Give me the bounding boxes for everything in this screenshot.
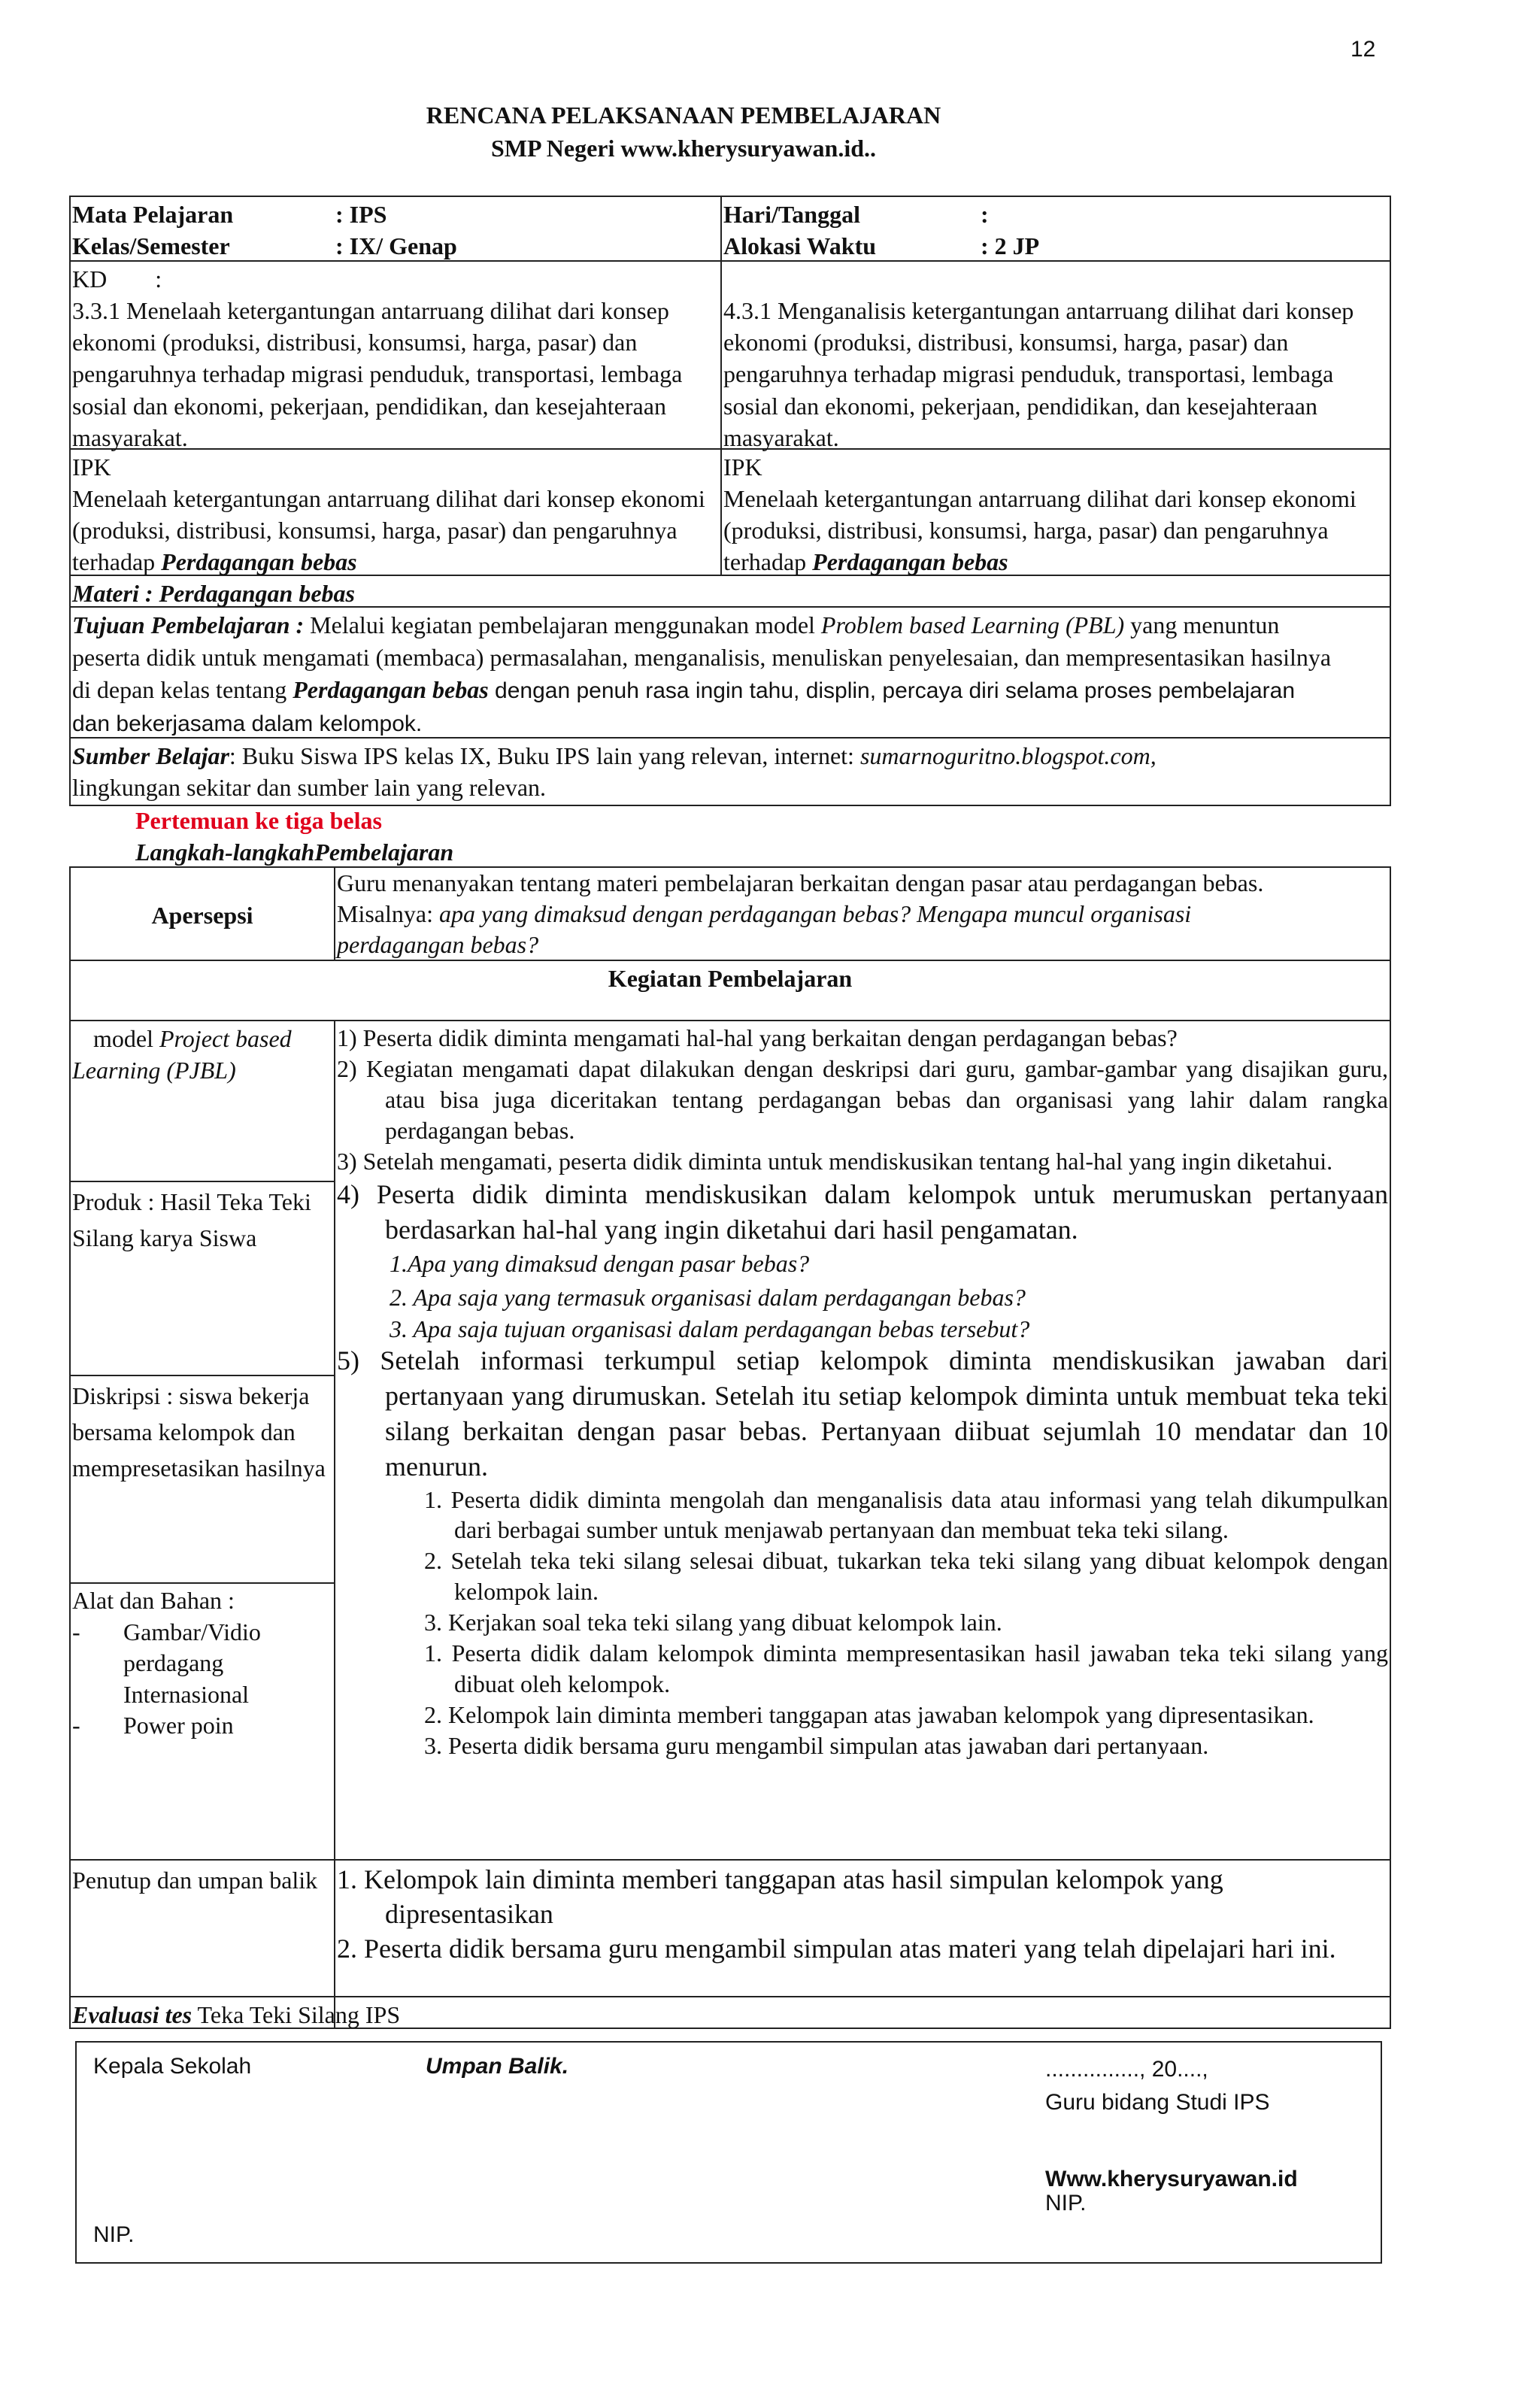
kelas-value: : IX/ Genap [335,232,457,259]
substep-b3: 3. Peserta didik bersama guru mengambil simpulan atas jawaban dari pertanyaan. [424,1732,1209,1760]
kd-right-text: 4.3.1 Menganalisis ketergantungan antarruang dilihat dari konsep ekonomi (produksi, distribusi, konsumsi, harga, pasar) dan pengaruhnya terhadap migrasi penduduk, transportasi, lembaga sosial dan ekonomi, pekerjaan, pendidikan, dan kesejahteraan masyarakat. [723,297,1354,451]
guru-bidang-studi: Guru bidang Studi IPS [1045,2090,1270,2115]
alat-item-1: Gambar/Vidio perdagang Internasional [123,1618,261,1708]
school-name: SMP Negeri www.kherysuryawan.id.. [491,135,876,162]
tujuan-topic: Perdagangan bebas [293,676,489,704]
ipk-right-text: Menelaah ketergantungan antarruang dilihat dari konsep ekonomi (produksi, distribusi, konsumsi, harga, pasar) dan pengaruhnya terhadap Perdagangan bebas [723,485,1357,576]
ipk-left-label: IPK [72,453,111,481]
hari-label: Hari/Tanggal [723,201,860,228]
langkah-heading: Langkah-langkahPembelajaran [135,839,454,866]
tujuan-pembelajaran: Tujuan Pembelajaran : Melalui kegiatan pembelajaran menggunakan model Problem based Learning (PBL) yang menuntun peserta didik untuk mengamati (membaca) permasalahan, menganalisis, menuliskan penyelesaian, dan mempresentasikan hasilnya di depan kelas tentang Perdagangan bebas dengan penuh rasa ingin tahu, displin, percaya diri selama proses pembelajaran dan bekerjasama dalam kelompok. [72,611,1332,736]
evaluasi: Evaluasi tes Teka Teki Silang IPS [72,2001,401,2028]
kegiatan-steps [337,1023,1388,1761]
penutup-step-1: 1. Kelompok lain diminta memberi tanggapan atas hasil simpulan kelompok yang dipresentasikan [337,1864,1223,1930]
document-title: RENCANA PELAKSANAAN PEMBELAJARAN [426,102,941,129]
sumber-belajar: Sumber Belajar: Buku Siswa IPS kelas IX, Buku IPS lain yang relevan, internet: sumarnoguritno.blogspot.com, lingkungan sekitar dan sumber lain yang relevan. [72,742,1157,802]
pertemuan-heading: Pertemuan ke tiga belas [135,807,382,834]
apersepsi-text: Guru menanyakan tentang materi pembelajaran berkaitan dengan pasar atau perdagangan bebas. Misalnya: apa yang dimaksud dengan perdagangan bebas? Mengapa muncul organisasi perdagangan bebas? [337,869,1264,958]
produk: Produk : Hasil Teka Teki Silang karya Siswa [72,1188,311,1251]
mapel-value: : IPS [335,201,387,228]
penutup-steps [337,1862,1360,1966]
ipk-right-topic: Perdagangan bebas [812,548,1008,576]
page-number: 12 [1351,37,1376,62]
question-1: 1.Apa yang dimaksud dengan pasar bebas? [390,1250,810,1278]
apersepsi-label: Apersepsi [151,902,253,929]
ipk-right-label: IPK [723,453,762,481]
kd-left-text: 3.3.1 Menelaah ketergantungan antarruang dilihat dari konsep ekonomi (produksi, distribusi, konsumsi, harga, pasar) dan pengaruhnya terhadap migrasi penduduk, transportasi, lembaga sosial dan ekonomi, pekerjaan, pendidikan, dan kesejahteraan masyarakat. [72,297,683,451]
step-3: 3) Setelah mengamati, peserta didik diminta untuk mendiskusikan tentang hal-hal yang ingin diketahui. [337,1147,1333,1175]
website: Www.kherysuryawan.id [1045,2167,1298,2191]
penutup-label: Penutup dan umpan balik [72,1867,318,1894]
alokasi-label: Alokasi Waktu [723,232,877,259]
substep-a2: 2. Setelah teka teki silang selesai dibuat, tukarkan teka teki silang yang dibuat kelompok dengan kelompok lain. [424,1547,1388,1606]
substep-b1: 1. Peserta didik dalam kelompok diminta mempresentasikan hasil jawaban teka teki silang yang dibuat oleh kelompok. [424,1639,1388,1698]
question-3: 3. Apa saja tujuan organisasi dalam perdagangan bebas tersebut? [390,1315,1030,1342]
step-4: 4) Peserta didik diminta mendiskusikan dalam kelompok untuk merumuskan pertanyaan berdasarkan hal-hal yang ingin diketahui dari hasil pengamatan. [337,1178,1388,1245]
mapel-label: Mata Pelajaran [72,201,234,228]
kd-label: KD : [72,265,162,293]
alat-bahan: Alat dan Bahan : - Gambar/Vidio perdagang Internasional - Power poin [72,1587,261,1739]
nip-right: NIP. [1045,2191,1087,2216]
umpan-balik: Umpan Balik. [426,2054,569,2079]
substep-a1: 1. Peserta didik diminta mengolah dan menganalisis data atau informasi yang telah dikumpulkan dari berbagai sumber untuk menjawab pertanyaan dan membuat teka teki silang. [424,1485,1388,1544]
kegiatan-title: Kegiatan Pembelajaran [608,965,853,992]
step-5: 5) Setelah informasi terkumpul setiap kelompok diminta mendiskusikan jawaban dari pertanyaan yang dirumuskan. Setelah itu setiap kelompok diminta untuk membuat teka teki silang berkaitan dengan pasar bebas. Pertanyaan diibuat sejumlah 10 mendatar dan 10 menurun. [337,1345,1388,1482]
ipk-left-topic: Perdagangan bebas [161,548,357,576]
kelas-label: Kelas/Semester [72,232,230,259]
step-1: 1) Peserta didik diminta mengamati hal-hal yang berkaitan dengan perdagangan bebas? [337,1024,1178,1051]
model-pjbl: model Project based Learning (PJBL) [72,1025,292,1084]
question-2: 2. Apa saja yang termasuk organisasi dalam perdagangan bebas? [390,1284,1026,1312]
signature-date: ..............., 20...., [1045,2057,1208,2082]
penutup-step-2: 2. Peserta didik bersama guru mengambil simpulan atas materi yang telah dipelajari hari ini. [337,1934,1336,1964]
nip-left: NIP. [93,2222,135,2247]
alat-item-2: Power poin [123,1712,234,1739]
substep-b2: 2. Kelompok lain diminta memberi tanggapan atas jawaban kelompok yang dipresentasikan. [424,1701,1314,1729]
substep-a3: 3. Kerjakan soal teka teki silang yang dibuat kelompok lain. [424,1609,1002,1636]
ipk-left-text: Menelaah ketergantungan antarruang dilihat dari konsep ekonomi (produksi, distribusi, konsumsi, harga, pasar) dan pengaruhnya terhadap Perdagangan bebas [72,485,705,576]
diskripsi: Diskripsi : siswa bekerja bersama kelompok dan mempresetasikan hasilnya [72,1382,326,1482]
step-2: 2) Kegiatan mengamati dapat dilakukan dengan deskripsi dari guru, gambar-gambar yang disajikan guru, atau bisa juga diceritakan tentang perdagangan bebas dan organisasi yang lahir dalam rangka perdagangan bebas. [337,1054,1388,1144]
kepala-sekolah: Kepala Sekolah [93,2054,252,2079]
hari-value: : [981,201,989,228]
materi: Materi : Perdagangan bebas [72,580,355,607]
alokasi-value: : 2 JP [981,232,1040,259]
